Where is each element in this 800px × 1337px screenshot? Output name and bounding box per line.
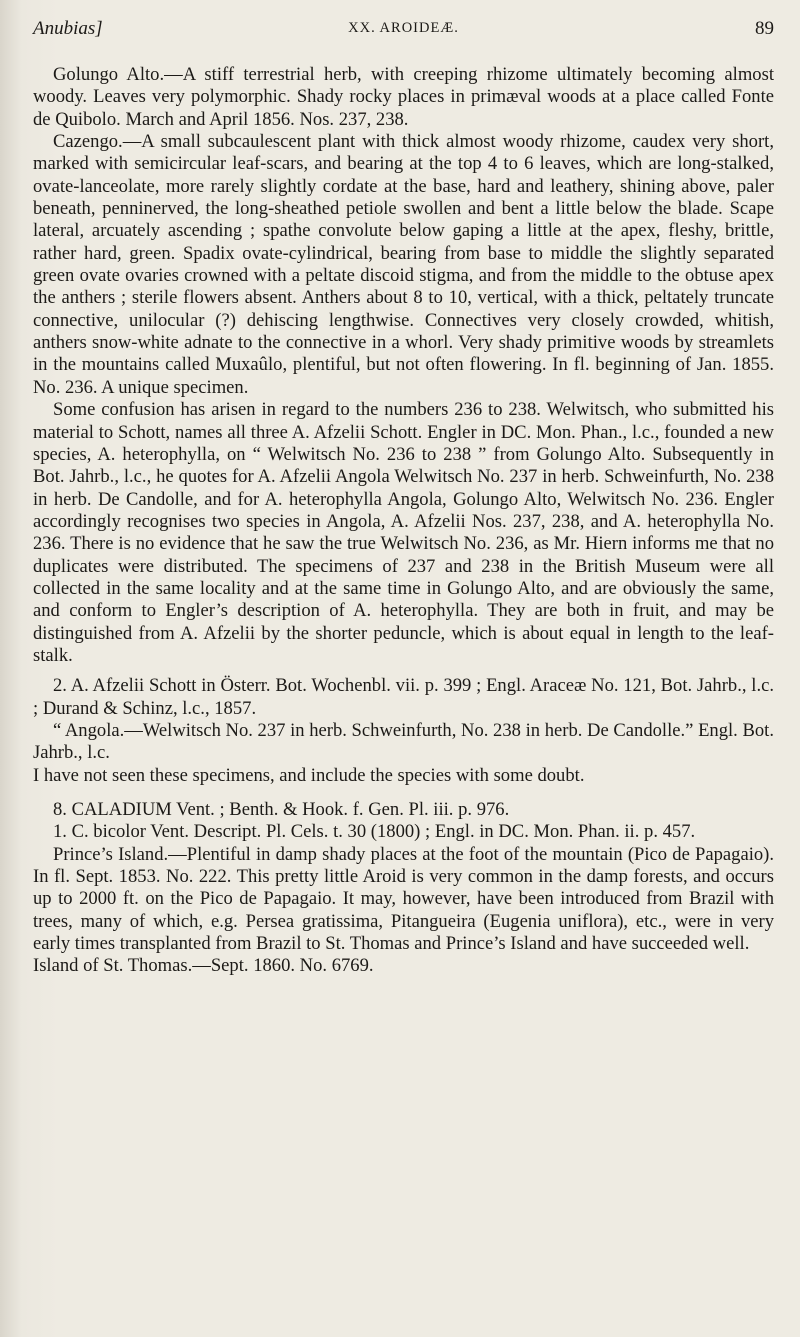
paragraph-angola-afzelii: “ Angola.—Welwitsch No. 237 in herb. Schweinfurth, No. 238 in herb. De Candolle.” Engl. Bot. Jahrb., l.c. xyxy=(33,719,774,764)
running-header xyxy=(33,18,774,64)
genus-heading-caladium: 8. CALADIUM Vent. ; Benth. & Hook. f. Gen. Pl. iii. p. 976. xyxy=(53,799,510,820)
page-number: 89 xyxy=(755,18,774,39)
paragraph-numbers-confusion: Some confusion has arisen in regard to the numbers 236 to 238. Welwitsch, who submitted his material to Schott, names all three A. Afzelii Schott. Engler in DC. Mon. Phan., l.c., founded a new species, A. heterophylla, on “ Welwitsch No. 236 to 238 ” from Golungo Alto. Subsequently in Bot. Jahrb., l.c., he quotes for A. Afzelii Angola Welwitsch No. 237 in herb. Schweinfurth, No. 238 in herb. De Candolle, and for A. heterophylla Angola, Golungo Alto, Welwitsch No. 236. Engler accordingly recognises two species in Angola, A. Afzelii Nos. 237, 238, and A. heterophylla No. 236. There is no evidence that he saw the true Welwitsch No. 236, as Mr. Hiern informs me that no duplicates were distributed. The specimens of 237 and 238 in the British Museum were all collected in the same locality and at the same time in Golungo Alto, and are obviously the same, and conform to Engler’s description of A. heterophylla. They are both in fruit, and may be distinguished from A. Afzelii by the shorter peduncle, which is about equal in length to the leaf-stalk. xyxy=(33,399,774,666)
running-head-center: XX. AROIDEÆ. xyxy=(348,20,459,36)
species-entry-afzelii: 2. A. Afzelii Schott in Österr. Bot. Wochenbl. vii. p. 399 ; Engl. Araceæ No. 121, Bot. Jahrb., l.c. ; Durand & Schinz, l.c., 1857. xyxy=(33,675,774,719)
paragraph-princes-island: Prince’s Island.—Plentiful in damp shady places at the foot of the mountain (Pico de Papagaio). In fl. Sept. 1853. No. 222. This pretty little Aroid is very common in the damp forests, and occurs up to 2000 ft. on the Pico de Papagaio. It may, however, have been introduced from Brazil with trees, many of which, e.g. Persea gratissima, Pitangueira (Eugenia uniflora), etc., were in very early times transplanted from Brazil to St. Thomas and Prince’s Island and have succeeded well. xyxy=(33,843,774,955)
paragraph-st-thomas: Island of St. Thomas.—Sept. 1860. No. 6769. xyxy=(33,955,374,977)
paragraph-note-afzelii: I have not seen these specimens, and include the species with some doubt. xyxy=(33,764,585,786)
paragraph-cazengo: Cazengo.—A small subcaulescent plant with thick almost woody rhizome, caudex very short, marked with semicircular leaf-scars, and bearing at the top 4 to 6 leaves, which are long-stalked, ovate-lanceolate, more rarely slightly cordate at the base, hard and leathery, shining above, paler beneath, penninerved, the long-sheathed petiole swollen and bent a little below the blade. Scape lateral, arcuately ascending ; spathe convolute below gaping a little at the apex, fleshy, brittle, rather hard, green. Spadix ovate-cylindrical, bearing from base to middle the slightly separated green ovate ovaries crowned with a peltate discoid stigma, and from the middle to the obtuse apex the anthers ; sterile flowers absent. Anthers about 8 to 10, vertical, with a thick, peltately truncate connective, unilocular (?) dehiscing lengthwise. Connectives very closely crowded, whitish, anthers snow-white adnate to the connective in a whorl. Very shady primitive woods by streamlets in the mountains called Muxaûlo, plentiful, but not often flowering. In fl. beginning of Jan. 1855. No. 236. A unique specimen. xyxy=(33,131,774,398)
running-head-left: Anubias] xyxy=(33,18,103,39)
species-entry-bicolor: 1. C. bicolor Vent. Descript. Pl. Cels. t. 30 (1800) ; Engl. in DC. Mon. Phan. ii. p. 457. xyxy=(53,821,696,843)
paragraph-golungo-alto: Golungo Alto.—A stiff terrestrial herb, with creeping rhizome ultimately becoming almost woody. Leaves very polymorphic. Shady rocky places in primæval woods at a place called Fonte de Quibolo. March and April 1856. Nos. 237, 238. xyxy=(33,64,774,130)
